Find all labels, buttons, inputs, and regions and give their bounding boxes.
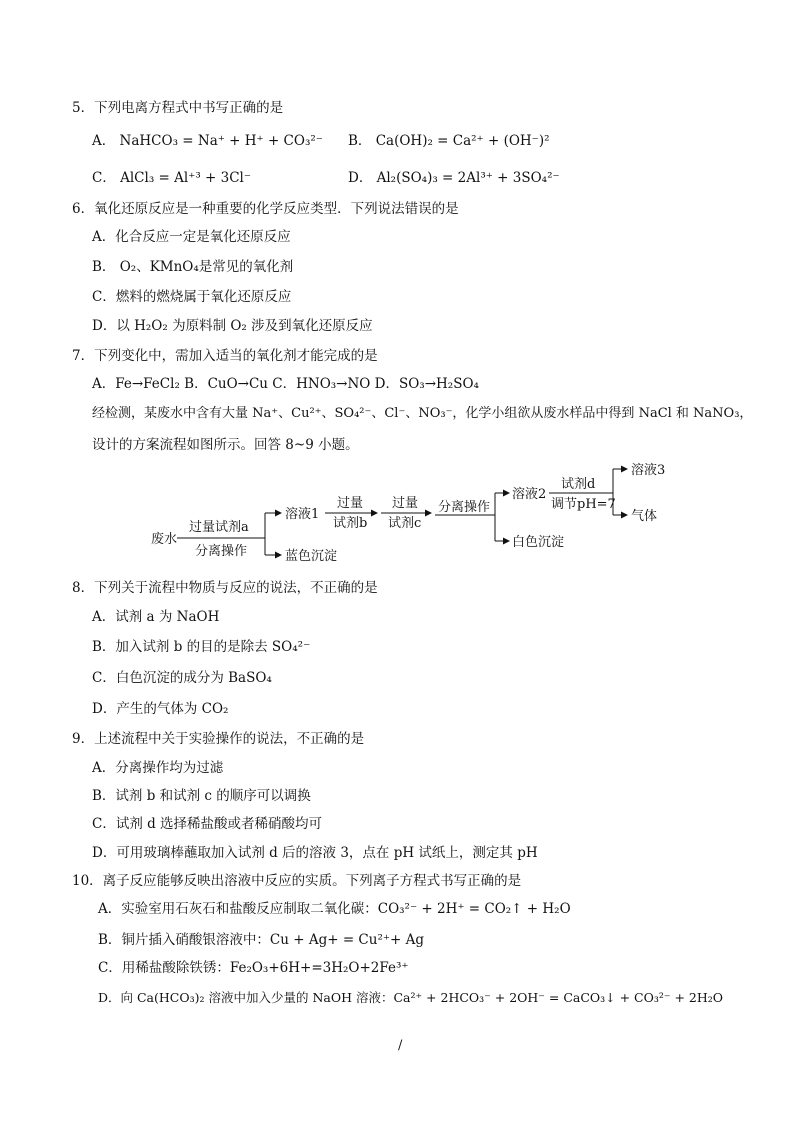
process-flowchart <box>145 455 705 565</box>
flow-reagent-c: 试剂c <box>388 516 422 531</box>
option-5c: C． AlCl₃ = Al⁺³ + 3Cl⁻ <box>92 170 252 186</box>
flow-reagent-b: 试剂b <box>333 516 368 531</box>
option-6a: A．化合反应一定是氧化还原反应 <box>92 229 291 245</box>
option-8b: B．加入试剂 b 的目的是除去 SO₄²⁻ <box>92 639 311 655</box>
option-5d: D． Al₂(SO₄)₃ = 2Al³⁺ + 3SO₄²⁻ <box>348 170 560 186</box>
page-mark: / <box>398 1038 403 1053</box>
option-8d: D．产生的气体为 CO₂ <box>92 701 229 717</box>
option-10b: B．铜片插入硝酸银溶液中：Cu + Ag+ = Cu²⁺+ Ag <box>98 932 424 948</box>
question-9: 9．上述流程中关于实验操作的说法，不正确的是 <box>72 731 365 747</box>
question-8: 8．下列关于流程中物质与反应的说法，不正确的是 <box>72 580 378 596</box>
flow-solution-1: 溶液1 <box>285 507 320 522</box>
flow-reagent-b-top: 过量 <box>337 496 364 511</box>
option-10a: A．实验室用石灰石和盐酸反应制取二氧化碳：CO₃²⁻ + 2H⁺ = CO₂↑ + H₂O <box>98 901 571 917</box>
flow-blue-precipitate: 蓝色沉淀 <box>285 549 338 564</box>
question-5: 5．下列电离方程式中书写正确的是 <box>72 100 284 116</box>
option-6d: D．以 H₂O₂ 为原料制 O₂ 涉及到氧化还原反应 <box>92 318 373 334</box>
option-9b: B．试剂 b 和试剂 c 的顺序可以调换 <box>92 788 311 804</box>
option-5a: A． NaHCO₃ = Na⁺ + H⁺ + CO₃²⁻ <box>92 133 323 149</box>
flow-gas: 气体 <box>631 509 658 524</box>
question-10: 10．离子反应能够反映出溶液中反应的实质。下列离子方程式书写正确的是 <box>72 873 522 889</box>
option-6b: B． O₂、KMnO₄是常见的氧化剂 <box>92 259 294 275</box>
options-7: A．Fe→FeCl₂ B．CuO→Cu C．HNO₃→NO D．SO₃→H₂SO₄ <box>92 376 479 392</box>
option-9d: D．可用玻璃棒蘸取加入试剂 d 后的溶液 3，点在 pH 试纸上，测定其 pH <box>92 845 538 861</box>
flow-reagent-c-top: 过量 <box>392 496 419 511</box>
flow-solution-2: 溶液2 <box>512 487 547 502</box>
flow-start-wastewater: 废水 <box>151 532 178 547</box>
option-8c: C．白色沉淀的成分为 BaSO₄ <box>92 670 272 686</box>
flow-separate-2: 分离操作 <box>438 500 491 515</box>
option-8a: A．试剂 a 为 NaOH <box>92 609 220 625</box>
flow-reagent-d: 试剂d <box>561 477 596 492</box>
option-10d: D．向 Ca(HCO₃)₂ 溶液中加入少量的 NaOH 溶液：Ca²⁺ + 2HCO₃⁻ + 2OH⁻ = CaCO₃↓ + CO₃²⁻ + 2H₂O <box>98 990 724 1005</box>
question-6: 6．氧化还原反应是一种重要的化学反应类型．下列说法错误的是 <box>72 201 459 217</box>
option-6c: C．燃料的燃烧属于氧化还原反应 <box>92 289 292 305</box>
flow-reagent-a: 过量试剂a <box>189 520 249 535</box>
option-5b: B． Ca(OH)₂ = Ca²⁺ + (OH⁻)² <box>348 133 550 149</box>
flow-white-precipitate: 白色沉淀 <box>512 535 565 550</box>
option-9c: C．试剂 d 选择稀盐酸或者稀硝酸均可 <box>92 816 323 832</box>
option-10c: C．用稀盐酸除铁锈：Fe₂O₃+6H+=3H₂O+2Fe³⁺ <box>98 960 409 976</box>
passage-intro-line2: 设计的方案流程如图所示。回答 8~9 小题。 <box>92 437 359 453</box>
flow-separate-1: 分离操作 <box>195 544 248 559</box>
option-9a: A．分离操作均为过滤 <box>92 760 224 776</box>
passage-intro-line1: 经检测，某废水中含有大量 Na⁺、Cu²⁺、SO₄²⁻、Cl⁻、NO₃⁻，化学小组欲从废水样品中得到 NaCl 和 NaNO₃， <box>92 406 753 421</box>
flow-solution-3: 溶液3 <box>631 463 666 478</box>
flow-adjust-ph: 调节pH=7 <box>551 497 616 512</box>
question-7: 7．下列变化中，需加入适当的氧化剂才能完成的是 <box>72 348 378 364</box>
